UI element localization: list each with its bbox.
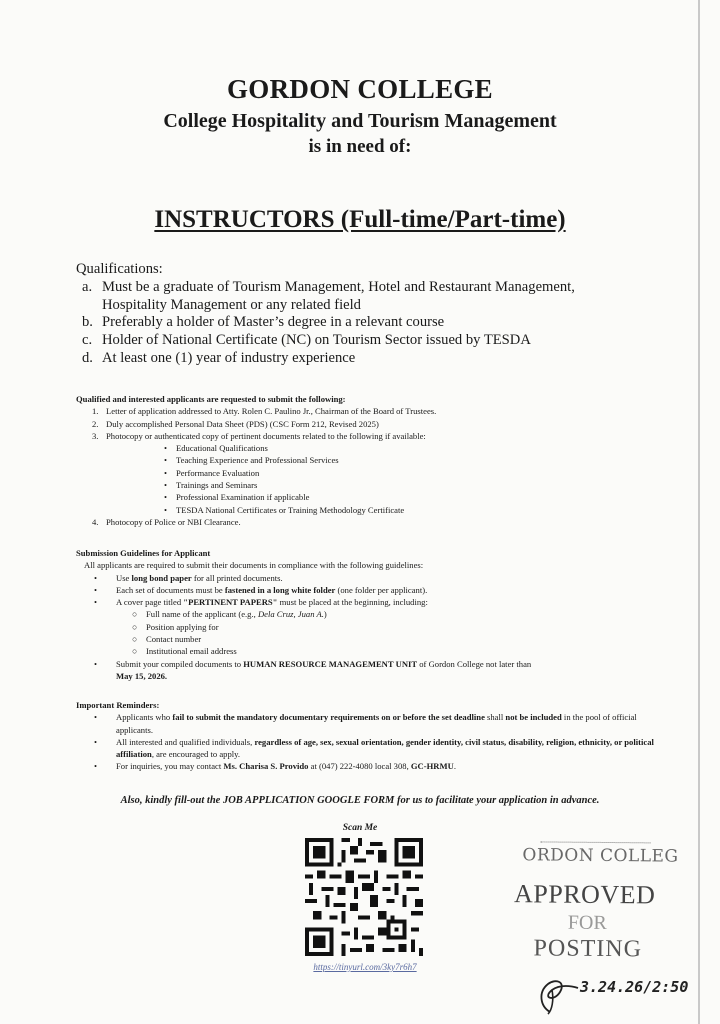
- qualifications-list: [76, 279, 636, 368]
- list-item: c. Holder of National Certificate (NC) on Tourism Sector issued by TESDA: [82, 332, 531, 349]
- position-title: INSTRUCTORS (Full-time/Part-time): [154, 206, 566, 233]
- list-item: • Each set of documents must be fastened in a long white folder (one folder per applicant).: [94, 584, 428, 595]
- list-item: • Professional Examination if applicable: [164, 492, 310, 503]
- handwritten-signature: [532, 972, 702, 1016]
- list-item: 2. Duly accomplished Personal Data Sheet (PDS) (CSC Form 212, Revised 2025): [92, 418, 379, 429]
- list-item: • All interested and qualified individuals, regardless of age, sex, sexual orientation, gender identity, civil status, disability, religion, ethnicity, or political affiliation, are encouraged to apply.: [94, 736, 654, 760]
- approval-stamp: [507, 839, 708, 971]
- list-item: • Teaching Experience and Professional Services: [164, 455, 339, 466]
- guidelines-heading: Submission Guidelines for Applicant: [76, 548, 211, 558]
- requirements-heading: Qualified and interested applicants are requested to submit the following:: [76, 394, 346, 404]
- google-form-note: Also, kindly fill-out the JOB APPLICATION GOOGLE FORM for us to facilitate your application in advance.: [120, 795, 600, 806]
- stamp-org-text: ORDON COLLEG: [522, 845, 679, 867]
- submission-guidelines-section: [76, 547, 662, 682]
- list-item: • Use long bond paper for all printed documents.: [94, 572, 283, 583]
- guidelines-intro: All applicants are required to submit their documents in compliance with the following guidelines:: [84, 560, 424, 571]
- google-form-link[interactable]: https://tinyurl.com/3ky7r6h7: [313, 962, 417, 972]
- requirements-section: [76, 393, 662, 528]
- college-name: GORDON COLLEGE: [227, 74, 493, 104]
- list-item: ○ Position applying for: [132, 621, 219, 632]
- qualifications-title: Qualifications:: [76, 261, 163, 277]
- stamp-posting-text: POSTING: [533, 935, 643, 963]
- important-reminders-section: [76, 699, 662, 773]
- list-item: • Submit your compiled documents to HUMAN RESOURCE MANAGEMENT UNIT of Gordon College not later than May 15, 2026.: [94, 658, 532, 681]
- list-item: ○ Full name of the applicant (e.g., Dela Cruz, Juan A.): [132, 609, 327, 620]
- qualifications-section: [76, 261, 636, 368]
- need-line: is in need of:: [308, 136, 412, 157]
- stamp-dotted-line: [541, 841, 651, 843]
- list-item: • A cover page titled "PERTINENT PAPERS" must be placed at the beginning, including:: [94, 597, 428, 608]
- list-item: a. Must be a graduate of Tourism Management, Hotel and Restaurant Management, Hospitality Management or any related field: [82, 278, 575, 313]
- list-item: 1. Letter of application addressed to Atty. Rolen C. Paulino Jr., Chairman of the Board of Trustees.: [92, 406, 437, 417]
- reminders-heading: Important Reminders:: [76, 700, 160, 710]
- list-item: • Applicants who fail to submit the mandatory documentary requirements on or before the set deadline shall not be included in the pool of official applicants.: [94, 712, 637, 735]
- signature-scribble-icon: [532, 972, 582, 1016]
- deadline-date: May 15, 2026.: [116, 670, 168, 681]
- stamp-for-text: FOR: [567, 911, 607, 934]
- list-item: 3. Photocopy or authenticated copy of pertinent documents related to the following if available:: [92, 430, 426, 441]
- list-item: ○ Contact number: [132, 634, 202, 645]
- scan-me-label: Scan Me: [342, 823, 378, 833]
- qr-code[interactable]: [305, 838, 423, 956]
- list-item: b. Preferably a holder of Master’s degree in a relevant course: [82, 314, 445, 331]
- list-item: d. At least one (1) year of industry experience: [82, 349, 356, 366]
- stamp-approved-text: APPROVED: [513, 879, 656, 910]
- list-item: • Educational Qualifications: [164, 443, 268, 454]
- list-item: 4. Photocopy of Police or NBI Clearance.: [92, 516, 241, 527]
- list-item: • Trainings and Seminars: [164, 480, 258, 491]
- department-name: College Hospitality and Tourism Management: [163, 110, 557, 132]
- list-item: • Performance Evaluation: [164, 467, 260, 478]
- list-item: • For inquiries, you may contact Ms. Charisa S. Provido at (047) 222-4080 local 308, GC-HRMU.: [94, 761, 456, 772]
- list-item: • TESDA National Certificates or Training Methodology Certificate: [164, 504, 405, 515]
- list-item: ○ Institutional email address: [132, 646, 237, 657]
- signature-date-time: 3.24.26/2:50: [580, 978, 689, 996]
